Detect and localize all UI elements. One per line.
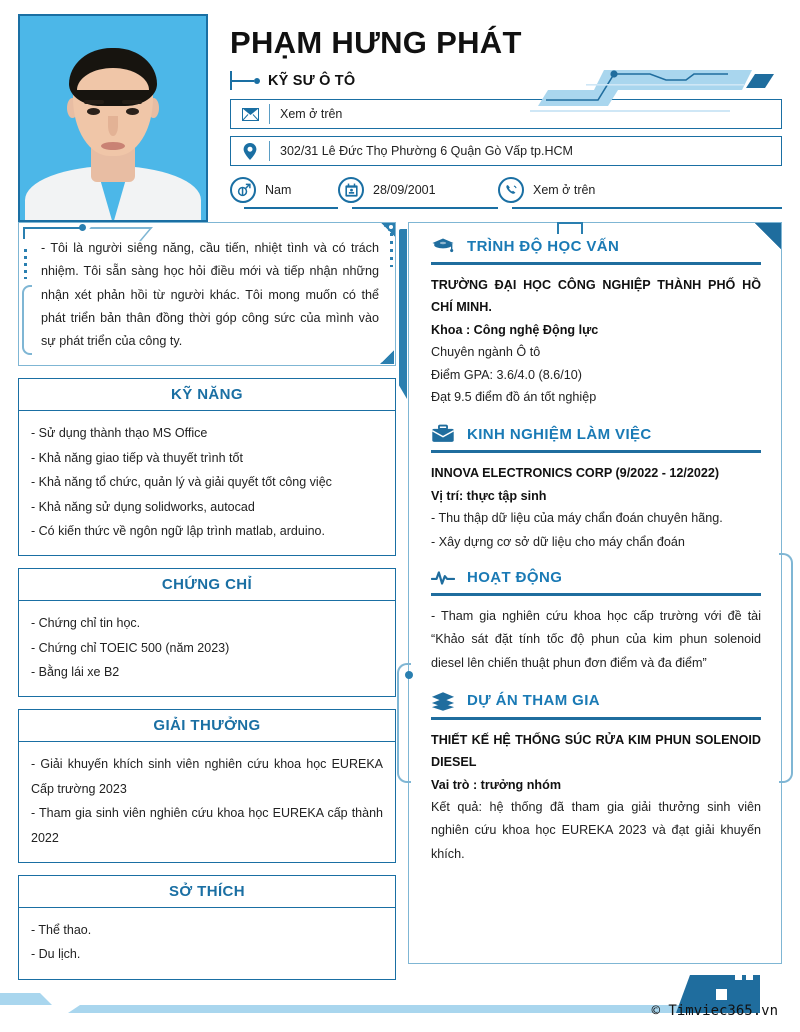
birthday-value: 28/09/2001 [373,183,436,198]
address-row [230,136,782,166]
side-accent-bar [399,229,407,399]
meta-row [230,177,782,209]
list-item: - Du lịch. [31,947,81,962]
section-body [19,742,395,862]
corner-triangle-icon [755,223,781,249]
section-header [431,237,761,262]
envelope-icon [231,108,269,121]
dotted-accent [390,233,393,267]
left-sections [18,378,396,979]
section-projects [431,691,761,866]
section-title: GIẢI THƯỞNG [19,710,395,742]
underline [512,207,782,209]
content-columns [0,222,800,980]
list-item: - Chứng chỉ tin học. [31,616,141,631]
section-title: KỸ NĂNG [19,379,395,411]
activity-item: - Tham gia nghiên cứu khoa học cấp trường với đề tài “Khảo sát đặt tính tốc độ phun của kim phun solenoid diesel lên chiến thuật phun đơn điểm và đa điểm” [431,608,761,670]
section-activities [431,569,761,675]
birthday-field [338,177,498,209]
decorative-chart-graphic [490,60,780,114]
portrait-image [20,16,206,220]
section-title: TRÌNH ĐỘ HỌC VẤN [467,238,620,255]
list-item: - Bằng lái xe B2 [31,665,120,680]
school-name: TRƯỜNG ĐẠI HỌC CÔNG NGHIỆP THÀNH PHỐ HỒ CHÍ MINH. [431,278,761,315]
section-title: KINH NGHIỆM LÀM VIỆC [467,425,652,443]
bullet-dot-icon [405,671,413,679]
corner-triangle-icon [380,350,394,364]
underline [244,207,338,209]
dotted-accent [24,249,27,279]
section-title: DỰ ÁN THAM GIA [467,692,601,710]
right-column [408,222,782,980]
list-item: - Khả năng tổ chức, quản lý và giải quyết tốt công việc [31,475,332,490]
briefcase-icon [431,424,455,444]
line-marker-icon [230,75,256,87]
phone-field [498,177,782,209]
layers-icon [431,691,455,711]
summary-text: - Tôi là người siêng năng, cầu tiến, nhiệt tình và có trách nhiệm. Tôi sẵn sàng học hỏi điều mới và tiếp nhận những nhận xét phản hồi từ người khác. Tôi mong muốn có thể phát triển bản thân đồng thời góp công sức của mình vào sự phát triển của công ty. [41,241,379,349]
profile-photo [18,14,208,222]
job-title: KỸ SƯ Ô TÔ [268,73,356,90]
phone-icon [498,177,524,203]
list-item: - Sử dụng thành thạo MS Office [31,426,208,441]
list-item: - Khả năng giao tiếp và thuyết trình tốt [31,450,243,465]
divider [431,450,761,453]
list-item: - Khả năng sử dụng solidworks, autocad [31,499,255,514]
section-body [19,411,395,555]
thesis-score: Đạt 9.5 điểm đồ án tốt nghiệp [431,390,597,405]
gpa: Điểm GPA: 3.6/4.0 (8.6/10) [431,367,582,382]
duty-item: - Thu thập dữ liệu của máy chẩn đoán chuyên hãng. [431,511,723,526]
pulse-icon [431,569,455,587]
footer [0,953,800,1027]
project-result: Kết quả: hệ thống đã tham gia giải thưởng sinh viên nghiên cứu khoa học EUREKA 2023 và đạt giải khuyến khích. [431,800,761,861]
list-item: - Tham gia sinh viên nghiên cứu khoa học EUREKA cấp thành 2022 [31,806,383,845]
section-header [431,569,761,593]
bracket-accent [397,663,411,783]
footer-credit: © Timviec365.vn [651,1003,778,1019]
phone-value: Xem ở trên [533,183,596,198]
section-education [431,237,761,408]
left-section [18,709,396,863]
gender-value: Nam [265,183,292,198]
faculty: Khoa : Công nghệ Động lực [431,322,599,337]
section-header [431,691,761,717]
right-panel [408,222,782,964]
divider [431,717,761,720]
project-name: THIẾT KẾ HỆ THỐNG SÚC RỬA KIM PHUN SOLENOID DIESEL [431,732,761,770]
top-notch-accent [557,222,583,234]
divider [431,262,761,265]
list-item: - Chứng chỉ TOEIC 500 (năm 2023) [31,640,230,655]
section-title: HOẠT ĐỘNG [467,569,563,587]
list-item: - Thể thao. [31,922,92,937]
underline [352,207,498,209]
page-title: PHẠM HƯNG PHÁT [230,25,522,60]
graduation-cap-icon [431,237,455,256]
list-item: - Giải khuyến khích sinh viên nghiên cứu khoa học EUREKA Cấp trường 2023 [31,757,383,796]
section-header [431,424,761,450]
left-column [18,222,396,980]
duty-item: - Xây dựng cơ sở dữ liệu cho máy chẩn đoán [431,534,685,549]
email-value: Xem ở trên [280,107,343,122]
section-experience [431,424,761,553]
bracket-accent [779,553,793,783]
left-section [18,568,396,697]
summary-box [18,222,396,366]
gender-field [230,177,338,209]
location-pin-icon [231,143,269,160]
list-item: - Có kiến thức về ngôn ngữ lập trình matlab, arduino. [31,523,325,538]
major: Chuyên ngành Ô tô [431,345,541,360]
left-section [18,378,396,556]
position: Vị trí: thực tập sinh [431,488,547,503]
corner-dot-icon [79,224,86,231]
project-role: Vai trò : trưởng nhóm [431,777,562,792]
section-title: CHỨNG CHỈ [19,569,395,601]
section-title: SỞ THÍCH [19,876,395,908]
address-value: 302/31 Lê Đức Thọ Phường 6 Quận Gò Vấp tp.HCM [280,144,573,159]
divider [431,593,761,596]
header-right [208,14,782,222]
gender-icon [230,177,256,203]
section-body [19,601,395,696]
cv-header [0,0,800,222]
company-name: INNOVA ELECTRONICS CORP (9/2022 - 12/2022) [431,466,720,481]
calendar-icon [338,177,364,203]
